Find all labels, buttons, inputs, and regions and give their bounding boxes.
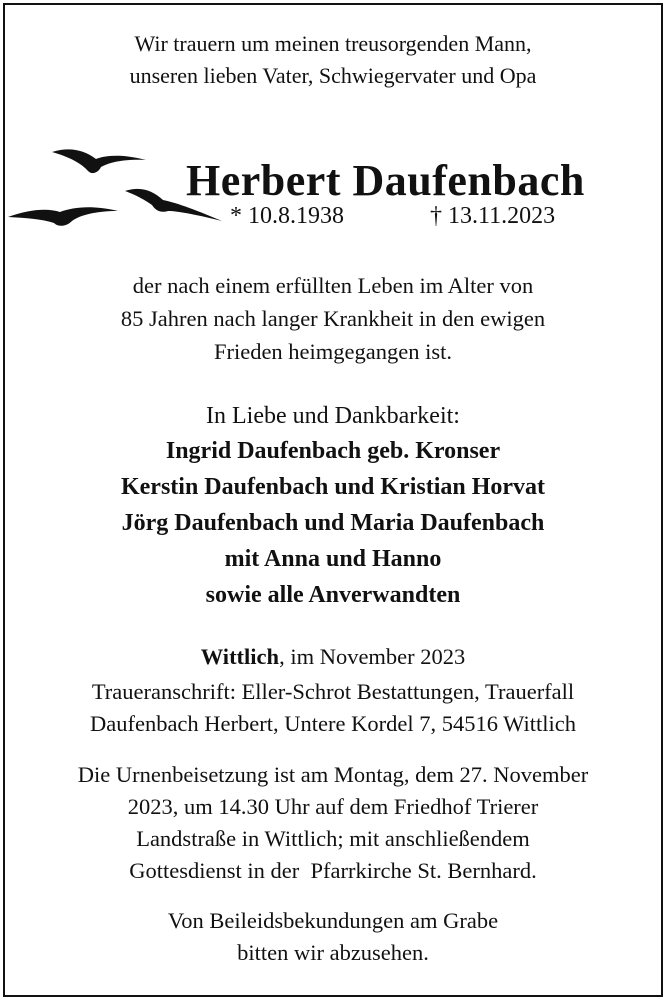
closing-line-2: bitten wir abzusehen. (237, 940, 429, 965)
tribute-line-3: Frieden heimgegangen ist. (213, 339, 453, 364)
mourner-line-4: mit Anna und Hanno (224, 546, 442, 572)
place-date-text: , im November 2023 (279, 644, 466, 669)
mourner-line-1: Ingrid Daufenbach geb. Kronser (165, 438, 501, 464)
burial-line-4: Gottesdienst in der Pfarrkirche St. Bernhard. (129, 858, 537, 883)
address-line-1: Traueranschrift: Eller-Schrot Bestattungen, Trauerfall (91, 679, 575, 704)
tribute-line-2: 85 Jahren nach langer Krankheit in den ewigen (120, 306, 546, 331)
burial-line-2: 2023, um 14.30 Uhr auf dem Friedhof Trierer (127, 794, 539, 819)
address-line-2: Daufenbach Herbert, Untere Kordel 7, 54516 Wittlich (89, 711, 576, 736)
mourner-line-3: Jörg Daufenbach und Maria Daufenbach (121, 510, 545, 536)
deceased-name: Herbert Daufenbach (186, 156, 585, 205)
mourner-line-2: Kerstin Daufenbach und Kristian Horvat (120, 474, 546, 500)
place-city: Wittlich (200, 644, 280, 669)
intro-line-2: unseren lieben Vater, Schwiegervater und Opa (129, 63, 537, 88)
place-date (0, 644, 666, 670)
burial-line-1: Die Urnenbeisetzung ist am Montag, dem 27. November (77, 762, 589, 787)
intro-line-1: Wir trauern um meinen treusorgenden Mann, (134, 31, 532, 56)
closing-line-1: Von Beileidsbekundungen am Grabe (167, 908, 499, 933)
tribute-line-1: der nach einem erfüllten Leben im Alter von (132, 273, 534, 298)
mourner-line-5: sowie alle Anverwandten (205, 582, 461, 608)
mourners-intro: In Liebe und Dankbarkeit: (206, 403, 460, 429)
burial-line-3: Landstraße in Wittlich; mit anschließendem (136, 826, 530, 851)
death-date: † 13.11.2023 (430, 203, 556, 229)
birth-date: * 10.8.1938 (230, 203, 344, 229)
